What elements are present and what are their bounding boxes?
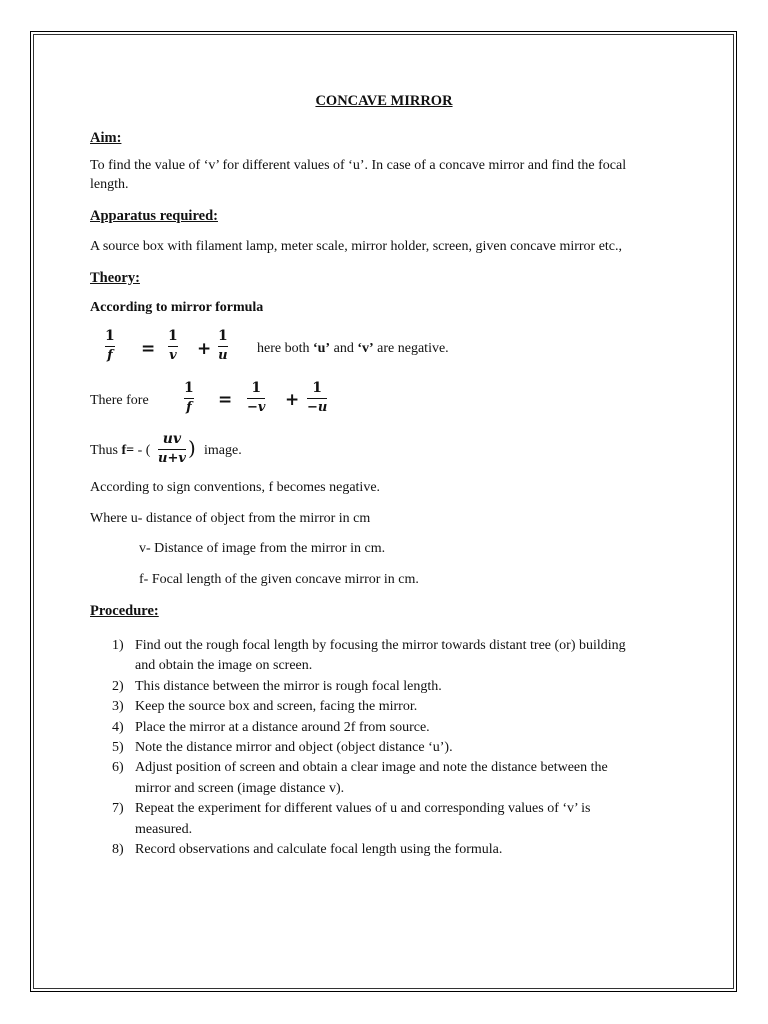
thus-line: Thus f= - ( [90, 443, 151, 458]
eq1-lhs-fraction [105, 328, 115, 363]
eq1-t1-den: v [169, 348, 177, 364]
eq2-lhs-den: f [186, 400, 192, 416]
eq3-close-paren: ) [188, 436, 196, 460]
eq2-term2-fraction [307, 380, 327, 415]
procedure-step: 2) This distance between the mirror is rough focal length. [112, 678, 442, 694]
therefore-label: There fore [90, 393, 149, 408]
page-title: CONCAVE MIRROR [315, 93, 453, 109]
eq1-t1-num: 1 [168, 328, 178, 344]
formula-label: According to mirror formula [90, 300, 264, 315]
where-f: f- Focal length of the given concave mirror in cm. [139, 572, 419, 587]
procedure-step: 3) Keep the source box and screen, facing the mirror. [112, 699, 418, 715]
procedure-step: 5) Note the distance mirror and object (object distance ‘u’). [112, 740, 453, 756]
procedure-heading: Procedure: [90, 603, 159, 619]
procedure-step: 1) Find out the rough focal length by focusing the mirror towards distant tree (or) building and obtain the image on screen. [112, 638, 626, 674]
procedure-step: 8) Record observations and calculate focal length using the formula. [112, 842, 503, 858]
eq2-t2-den: −u [307, 400, 328, 416]
eq2-equals: = [218, 390, 233, 410]
eq2-plus: + [285, 390, 300, 410]
eq1-term2-fraction [218, 328, 228, 363]
eq1-equals: = [141, 339, 156, 359]
eq2-t1-num: 1 [251, 380, 262, 396]
aim-text-line2: length. [90, 177, 129, 192]
where-v: v- Distance of image from the mirror in cm. [139, 541, 386, 556]
sign-convention: According to sign conventions, f becomes negative. [90, 480, 381, 495]
image-word: image. [204, 443, 242, 458]
eq1-lhs-num: 1 [105, 328, 115, 344]
eq1-lhs-den: f [107, 348, 113, 364]
theory-heading: Theory: [90, 270, 140, 286]
eq2-t2-num: 1 [312, 380, 323, 396]
eq2-lhs-num: 1 [184, 380, 194, 396]
eq2-lhs-fraction [184, 380, 194, 415]
apparatus-heading: Apparatus required: [90, 208, 218, 224]
procedure-step: 4) Place the mirror at a distance around 2f from source. [112, 719, 430, 735]
procedure-step: 7) Repeat the experiment for different values of u and corresponding values of ‘v’ is measured. [112, 801, 591, 837]
procedure-step: 6) Adjust position of screen and obtain a clear image and note the distance between the mirror and screen (image distance v). [112, 760, 608, 796]
eq3-num: uv [162, 431, 182, 447]
eq1-note: here both ‘u’ and ‘v’ are negative. [257, 341, 449, 356]
eq2-term1-fraction [247, 380, 265, 415]
eq1-plus: + [197, 339, 212, 359]
eq1-t2-num: 1 [218, 328, 228, 344]
eq1-term1-fraction [168, 328, 178, 363]
where-u: Where u- distance of object from the mirror in cm [90, 511, 371, 526]
eq2-t1-den: −v [247, 400, 266, 416]
eq1-t2-den: u [218, 348, 228, 364]
eq3-den: u+v [158, 451, 186, 467]
aim-heading: Aim: [90, 130, 122, 146]
aim-text-line1: To find the value of ‘v’ for different values of ‘u’. In case of a concave mirror and find the focal [90, 158, 627, 173]
procedure-list [108, 636, 688, 860]
eq3-fraction [158, 431, 186, 466]
apparatus-text: A source box with filament lamp, meter scale, mirror holder, screen, given concave mirror etc., [90, 239, 623, 254]
